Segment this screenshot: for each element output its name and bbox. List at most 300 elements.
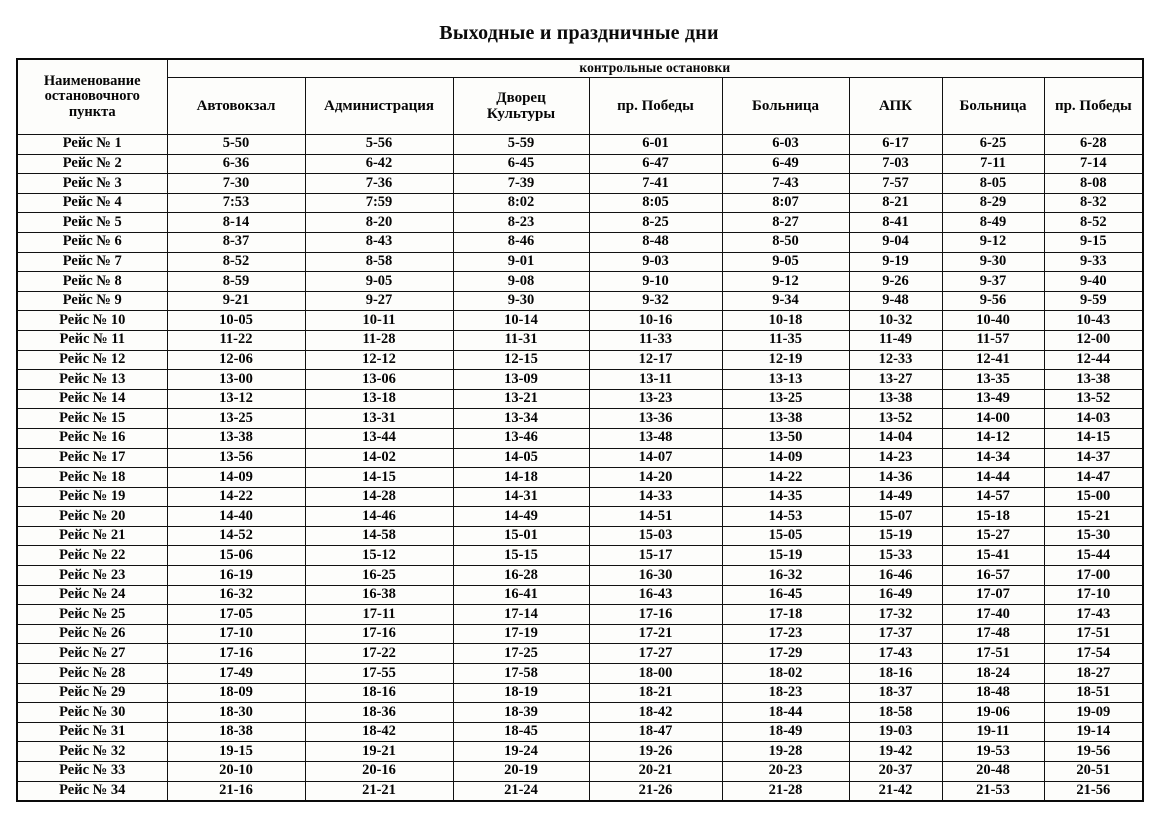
route-name-cell: Рейс № 3 [17, 174, 167, 194]
departure-time-cell: 17-29 [722, 644, 849, 664]
route-name-cell: Рейс № 14 [17, 389, 167, 409]
departure-time-cell: 20-10 [167, 762, 305, 782]
departure-time-cell: 17-10 [167, 624, 305, 644]
departure-time-cell: 15-01 [453, 526, 589, 546]
departure-time-cell: 17-54 [1044, 644, 1143, 664]
departure-time-cell: 13-56 [167, 448, 305, 468]
table-row [17, 722, 1143, 742]
departure-time-cell: 9-21 [167, 291, 305, 311]
departure-time-cell: 8-50 [722, 232, 849, 252]
departure-time-cell: 10-14 [453, 311, 589, 331]
departure-time-cell: 8:05 [589, 193, 722, 213]
departure-time-cell: 8-29 [942, 193, 1044, 213]
departure-time-cell: 20-48 [942, 762, 1044, 782]
departure-time-cell: 13-50 [722, 428, 849, 448]
departure-time-cell: 9-04 [849, 232, 942, 252]
table-row [17, 507, 1143, 527]
departure-time-cell: 7-57 [849, 174, 942, 194]
departure-time-cell: 13-25 [167, 409, 305, 429]
departure-time-cell: 15-18 [942, 507, 1044, 527]
departure-time-cell: 8-59 [167, 272, 305, 292]
departure-time-cell: 12-41 [942, 350, 1044, 370]
departure-time-cell: 14-49 [453, 507, 589, 527]
departure-time-cell: 6-25 [942, 135, 1044, 155]
table-row [17, 389, 1143, 409]
departure-time-cell: 14-52 [167, 526, 305, 546]
departure-time-cell: 6-28 [1044, 135, 1143, 155]
route-name-cell: Рейс № 29 [17, 683, 167, 703]
route-name-cell: Рейс № 27 [17, 644, 167, 664]
departure-time-cell: 14-58 [305, 526, 453, 546]
column-header-line: Администрация [323, 97, 435, 114]
route-name-cell: Рейс № 20 [17, 507, 167, 527]
route-name-cell: Рейс № 5 [17, 213, 167, 233]
table-row [17, 135, 1143, 155]
departure-time-cell: 18-19 [453, 683, 589, 703]
departure-time-cell: 9-05 [722, 252, 849, 272]
departure-time-cell: 5-56 [305, 135, 453, 155]
departure-time-cell: 18-09 [167, 683, 305, 703]
departure-time-cell: 9-01 [453, 252, 589, 272]
route-name-cell: Рейс № 32 [17, 742, 167, 762]
route-name-cell: Рейс № 23 [17, 566, 167, 586]
departure-time-cell: 15-03 [589, 526, 722, 546]
departure-time-cell: 18-24 [942, 664, 1044, 684]
departure-time-cell: 13-21 [453, 389, 589, 409]
departure-time-cell: 14-09 [722, 448, 849, 468]
departure-time-cell: 14-33 [589, 487, 722, 507]
table-row [17, 703, 1143, 723]
departure-time-cell: 17-55 [305, 664, 453, 684]
route-name-cell: Рейс № 24 [17, 585, 167, 605]
departure-time-cell: 15-33 [849, 546, 942, 566]
table-row [17, 409, 1143, 429]
route-name-cell: Рейс № 4 [17, 193, 167, 213]
departure-time-cell: 6-17 [849, 135, 942, 155]
departure-time-cell: 13-44 [305, 428, 453, 448]
departure-time-cell: 11-31 [453, 330, 589, 350]
stub-header-line-2: остановочного [44, 88, 140, 105]
departure-time-cell: 17-10 [1044, 585, 1143, 605]
departure-time-cell: 21-56 [1044, 781, 1143, 801]
table-row [17, 291, 1143, 311]
route-name-cell: Рейс № 18 [17, 468, 167, 488]
departure-time-cell: 19-26 [589, 742, 722, 762]
departure-time-cell: 20-23 [722, 762, 849, 782]
route-name-cell: Рейс № 25 [17, 605, 167, 625]
departure-time-cell: 9-30 [942, 252, 1044, 272]
table-row [17, 585, 1143, 605]
table-row [17, 487, 1143, 507]
table-head-row-columns [17, 78, 1143, 135]
route-name-cell: Рейс № 21 [17, 526, 167, 546]
column-header-bolnica-1 [722, 78, 849, 135]
departure-time-cell: 9-12 [722, 272, 849, 292]
departure-time-cell: 14-34 [942, 448, 1044, 468]
departure-time-cell: 10-43 [1044, 311, 1143, 331]
route-name-cell: Рейс № 19 [17, 487, 167, 507]
table-row [17, 566, 1143, 586]
departure-time-cell: 16-32 [167, 585, 305, 605]
departure-time-cell: 15-12 [305, 546, 453, 566]
departure-time-cell: 7-03 [849, 154, 942, 174]
departure-time-cell: 16-30 [589, 566, 722, 586]
group-header-control-stops: контрольные остановки [167, 59, 1143, 78]
departure-time-cell: 21-53 [942, 781, 1044, 801]
departure-time-cell: 19-14 [1044, 722, 1143, 742]
departure-time-cell: 18-36 [305, 703, 453, 723]
departure-time-cell: 8-46 [453, 232, 589, 252]
departure-time-cell: 9-12 [942, 232, 1044, 252]
departure-time-cell: 13-38 [722, 409, 849, 429]
departure-time-cell: 13-27 [849, 370, 942, 390]
departure-time-cell: 19-53 [942, 742, 1044, 762]
departure-time-cell: 18-16 [305, 683, 453, 703]
departure-time-cell: 13-46 [453, 428, 589, 448]
departure-time-cell: 14-40 [167, 507, 305, 527]
departure-time-cell: 15-06 [167, 546, 305, 566]
table-row [17, 546, 1143, 566]
departure-time-cell: 7:59 [305, 193, 453, 213]
departure-time-cell: 16-41 [453, 585, 589, 605]
departure-time-cell: 21-21 [305, 781, 453, 801]
departure-time-cell: 12-44 [1044, 350, 1143, 370]
departure-time-cell: 14-31 [453, 487, 589, 507]
departure-time-cell: 13-06 [305, 370, 453, 390]
departure-time-cell: 17-51 [1044, 624, 1143, 644]
departure-time-cell: 8-20 [305, 213, 453, 233]
departure-time-cell: 14-15 [305, 468, 453, 488]
departure-time-cell: 14-36 [849, 468, 942, 488]
table-row [17, 468, 1143, 488]
schedule-table [16, 58, 1144, 802]
departure-time-cell: 17-43 [849, 644, 942, 664]
departure-time-cell: 10-18 [722, 311, 849, 331]
column-header-dvorec-kultury [453, 78, 589, 135]
departure-time-cell: 16-38 [305, 585, 453, 605]
departure-time-cell: 7:53 [167, 193, 305, 213]
departure-time-cell: 12-15 [453, 350, 589, 370]
departure-time-cell: 14-02 [305, 448, 453, 468]
departure-time-cell: 8-41 [849, 213, 942, 233]
departure-time-cell: 13-36 [589, 409, 722, 429]
departure-time-cell: 9-30 [453, 291, 589, 311]
departure-time-cell: 10-32 [849, 311, 942, 331]
departure-time-cell: 12-00 [1044, 330, 1143, 350]
route-name-cell: Рейс № 11 [17, 330, 167, 350]
departure-time-cell: 10-05 [167, 311, 305, 331]
departure-time-cell: 13-52 [849, 409, 942, 429]
departure-time-cell: 14-18 [453, 468, 589, 488]
departure-time-cell: 9-19 [849, 252, 942, 272]
departure-time-cell: 17-58 [453, 664, 589, 684]
departure-time-cell: 8-27 [722, 213, 849, 233]
departure-time-cell: 8-48 [589, 232, 722, 252]
departure-time-cell: 14-53 [722, 507, 849, 527]
departure-time-cell: 17-25 [453, 644, 589, 664]
table-row [17, 683, 1143, 703]
departure-time-cell: 8-21 [849, 193, 942, 213]
departure-time-cell: 6-03 [722, 135, 849, 155]
departure-time-cell: 20-37 [849, 762, 942, 782]
departure-time-cell: 9-59 [1044, 291, 1143, 311]
departure-time-cell: 14-22 [167, 487, 305, 507]
departure-time-cell: 18-21 [589, 683, 722, 703]
departure-time-cell: 10-40 [942, 311, 1044, 331]
page-title: Выходные и праздничные дни [439, 22, 719, 44]
departure-time-cell: 6-01 [589, 135, 722, 155]
departure-time-cell: 21-28 [722, 781, 849, 801]
departure-time-cell: 18-48 [942, 683, 1044, 703]
departure-time-cell: 17-07 [942, 585, 1044, 605]
route-name-cell: Рейс № 26 [17, 624, 167, 644]
departure-time-cell: 12-33 [849, 350, 942, 370]
departure-time-cell: 15-19 [849, 526, 942, 546]
departure-time-cell: 9-26 [849, 272, 942, 292]
departure-time-cell: 8-37 [167, 232, 305, 252]
departure-time-cell: 17-37 [849, 624, 942, 644]
departure-time-cell: 20-51 [1044, 762, 1143, 782]
departure-time-cell: 14-15 [1044, 428, 1143, 448]
departure-time-cell: 17-18 [722, 605, 849, 625]
departure-time-cell: 8:07 [722, 193, 849, 213]
departure-time-cell: 19-09 [1044, 703, 1143, 723]
column-header-line: пр. Победы [617, 97, 694, 114]
departure-time-cell: 11-49 [849, 330, 942, 350]
departure-time-cell: 17-21 [589, 624, 722, 644]
departure-time-cell: 9-05 [305, 272, 453, 292]
departure-time-cell: 14-05 [453, 448, 589, 468]
departure-time-cell: 18-44 [722, 703, 849, 723]
departure-time-cell: 17-48 [942, 624, 1044, 644]
column-header-line: Дворец [496, 89, 546, 106]
departure-time-cell: 17-49 [167, 664, 305, 684]
column-header-pr-pobedy-1 [589, 78, 722, 135]
departure-time-cell: 18-45 [453, 722, 589, 742]
departure-time-cell: 17-22 [305, 644, 453, 664]
departure-time-cell: 14-09 [167, 468, 305, 488]
stub-header-cell [17, 59, 167, 135]
departure-time-cell: 18-38 [167, 722, 305, 742]
departure-time-cell: 12-06 [167, 350, 305, 370]
departure-time-cell: 17-16 [305, 624, 453, 644]
route-name-cell: Рейс № 1 [17, 135, 167, 155]
table-row [17, 213, 1143, 233]
departure-time-cell: 17-16 [167, 644, 305, 664]
departure-time-cell: 15-44 [1044, 546, 1143, 566]
departure-time-cell: 15-41 [942, 546, 1044, 566]
table-row [17, 174, 1143, 194]
column-header-administraciya [305, 78, 453, 135]
departure-time-cell: 18-42 [589, 703, 722, 723]
departure-time-cell: 19-24 [453, 742, 589, 762]
departure-time-cell: 19-03 [849, 722, 942, 742]
departure-time-cell: 8-43 [305, 232, 453, 252]
departure-time-cell: 16-19 [167, 566, 305, 586]
departure-time-cell: 19-28 [722, 742, 849, 762]
departure-time-cell: 8-14 [167, 213, 305, 233]
departure-time-cell: 9-40 [1044, 272, 1143, 292]
departure-time-cell: 13-34 [453, 409, 589, 429]
departure-time-cell: 9-10 [589, 272, 722, 292]
departure-time-cell: 16-32 [722, 566, 849, 586]
departure-time-cell: 14-44 [942, 468, 1044, 488]
departure-time-cell: 17-27 [589, 644, 722, 664]
stub-header-line-1: Наименование [43, 72, 141, 89]
departure-time-cell: 5-59 [453, 135, 589, 155]
departure-time-cell: 17-19 [453, 624, 589, 644]
departure-time-cell: 15-07 [849, 507, 942, 527]
route-name-cell: Рейс № 33 [17, 762, 167, 782]
departure-time-cell: 17-23 [722, 624, 849, 644]
departure-time-cell: 9-33 [1044, 252, 1143, 272]
departure-time-cell: 9-37 [942, 272, 1044, 292]
departure-time-cell: 19-11 [942, 722, 1044, 742]
table-row [17, 193, 1143, 213]
departure-time-cell: 13-35 [942, 370, 1044, 390]
departure-time-cell: 13-31 [305, 409, 453, 429]
table-row [17, 526, 1143, 546]
departure-time-cell: 19-15 [167, 742, 305, 762]
departure-time-cell: 18-58 [849, 703, 942, 723]
route-name-cell: Рейс № 15 [17, 409, 167, 429]
column-header-line: Культуры [486, 106, 556, 122]
departure-time-cell: 8-08 [1044, 174, 1143, 194]
departure-time-cell: 13-12 [167, 389, 305, 409]
departure-time-cell: 7-39 [453, 174, 589, 194]
departure-time-cell: 9-15 [1044, 232, 1143, 252]
departure-time-cell: 14-51 [589, 507, 722, 527]
departure-time-cell: 7-41 [589, 174, 722, 194]
departure-time-cell: 20-21 [589, 762, 722, 782]
departure-time-cell: 8-05 [942, 174, 1044, 194]
table-row [17, 154, 1143, 174]
departure-time-cell: 18-51 [1044, 683, 1143, 703]
column-header-pr-pobedy-2 [1044, 78, 1143, 135]
departure-time-cell: 20-19 [453, 762, 589, 782]
route-name-cell: Рейс № 28 [17, 664, 167, 684]
departure-time-cell: 16-43 [589, 585, 722, 605]
table-body [17, 135, 1143, 802]
schedule-table-container [0, 58, 1158, 802]
table-row [17, 448, 1143, 468]
departure-time-cell: 14-28 [305, 487, 453, 507]
table-row [17, 311, 1143, 331]
departure-time-cell: 7-14 [1044, 154, 1143, 174]
departure-time-cell: 10-16 [589, 311, 722, 331]
route-name-cell: Рейс № 17 [17, 448, 167, 468]
departure-time-cell: 15-30 [1044, 526, 1143, 546]
column-header-bolnica-2 [942, 78, 1044, 135]
route-name-cell: Рейс № 13 [17, 370, 167, 390]
column-header-avtovokzal [167, 78, 305, 135]
departure-time-cell: 19-56 [1044, 742, 1143, 762]
departure-time-cell: 17-14 [453, 605, 589, 625]
departure-time-cell: 18-39 [453, 703, 589, 723]
departure-time-cell: 18-02 [722, 664, 849, 684]
departure-time-cell: 16-57 [942, 566, 1044, 586]
departure-time-cell: 14-49 [849, 487, 942, 507]
route-name-cell: Рейс № 8 [17, 272, 167, 292]
column-header-line: Больница [752, 97, 819, 114]
table-row [17, 330, 1143, 350]
departure-time-cell: 17-16 [589, 605, 722, 625]
departure-time-cell: 14-20 [589, 468, 722, 488]
table-row [17, 605, 1143, 625]
departure-time-cell: 14-46 [305, 507, 453, 527]
departure-time-cell: 13-23 [589, 389, 722, 409]
departure-time-cell: 7-43 [722, 174, 849, 194]
stub-header-line-3: пункта [68, 103, 116, 120]
departure-time-cell: 15-19 [722, 546, 849, 566]
table-row [17, 252, 1143, 272]
departure-time-cell: 13-48 [589, 428, 722, 448]
departure-time-cell: 9-27 [305, 291, 453, 311]
departure-time-cell: 6-49 [722, 154, 849, 174]
table-row [17, 781, 1143, 801]
departure-time-cell: 8:02 [453, 193, 589, 213]
departure-time-cell: 13-09 [453, 370, 589, 390]
departure-time-cell: 15-21 [1044, 507, 1143, 527]
departure-time-cell: 18-23 [722, 683, 849, 703]
route-name-cell: Рейс № 10 [17, 311, 167, 331]
departure-time-cell: 14-03 [1044, 409, 1143, 429]
departure-time-cell: 14-37 [1044, 448, 1143, 468]
departure-time-cell: 21-42 [849, 781, 942, 801]
column-header-line: АПК [878, 97, 912, 114]
route-name-cell: Рейс № 30 [17, 703, 167, 723]
departure-time-cell: 6-36 [167, 154, 305, 174]
departure-time-cell: 9-32 [589, 291, 722, 311]
departure-time-cell: 12-17 [589, 350, 722, 370]
departure-time-cell: 13-38 [1044, 370, 1143, 390]
table-row [17, 762, 1143, 782]
departure-time-cell: 14-23 [849, 448, 942, 468]
departure-time-cell: 15-15 [453, 546, 589, 566]
departure-time-cell: 16-25 [305, 566, 453, 586]
departure-time-cell: 14-00 [942, 409, 1044, 429]
departure-time-cell: 6-47 [589, 154, 722, 174]
departure-time-cell: 12-19 [722, 350, 849, 370]
departure-time-cell: 15-00 [1044, 487, 1143, 507]
column-header-apk [849, 78, 942, 135]
departure-time-cell: 18-00 [589, 664, 722, 684]
route-name-cell: Рейс № 22 [17, 546, 167, 566]
table-row [17, 350, 1143, 370]
table-row [17, 664, 1143, 684]
table-row [17, 370, 1143, 390]
departure-time-cell: 13-25 [722, 389, 849, 409]
departure-time-cell: 16-49 [849, 585, 942, 605]
departure-time-cell: 16-28 [453, 566, 589, 586]
departure-time-cell: 9-03 [589, 252, 722, 272]
table-row [17, 624, 1143, 644]
column-header-line: Автовокзал [196, 97, 276, 114]
departure-time-cell: 17-32 [849, 605, 942, 625]
departure-time-cell: 17-43 [1044, 605, 1143, 625]
departure-time-cell: 11-35 [722, 330, 849, 350]
departure-time-cell: 21-24 [453, 781, 589, 801]
departure-time-cell: 13-49 [942, 389, 1044, 409]
departure-time-cell: 19-21 [305, 742, 453, 762]
table-row [17, 272, 1143, 292]
departure-time-cell: 21-26 [589, 781, 722, 801]
departure-time-cell: 13-38 [849, 389, 942, 409]
departure-time-cell: 18-30 [167, 703, 305, 723]
departure-time-cell: 14-35 [722, 487, 849, 507]
route-name-cell: Рейс № 16 [17, 428, 167, 448]
departure-time-cell: 8-49 [942, 213, 1044, 233]
